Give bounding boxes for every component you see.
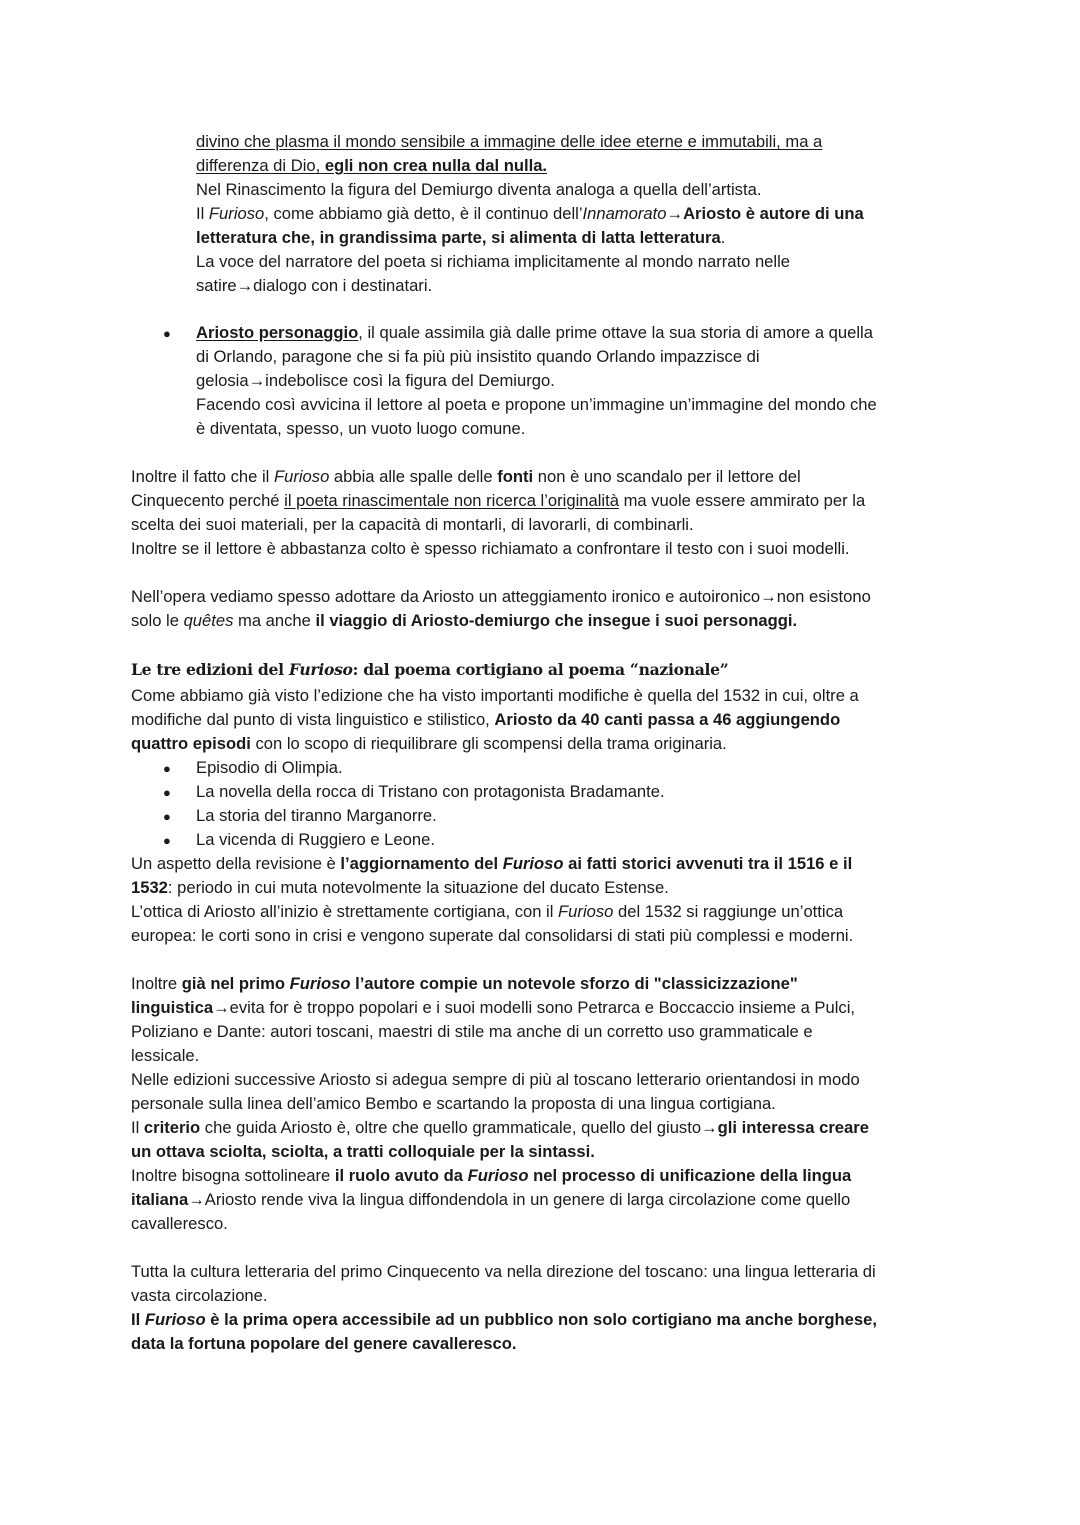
ariosto-line: di Orlando, paragone che si fa più più insistito quando Orlando impazzisce di	[196, 347, 760, 366]
ariosto-line: è diventata, spesso, un vuoto luogo comune.	[196, 419, 526, 438]
ariosto-line: Ariosto personaggio, il quale assimila già dalle prime ottave la sua storia di amore a quella	[196, 323, 873, 342]
edizioni-line: modifiche dal punto di vista linguistico e stilistico, Ariosto da 40 canti passa a 46 aggiungendo	[131, 710, 841, 729]
intro-line: letteratura che, in grandissima parte, si alimenta di latta letteratura.	[196, 228, 726, 247]
lingua-line: Il criterio che guida Ariosto è, oltre che quello grammaticale, quello del giusto→gli interessa creare	[131, 1118, 869, 1137]
edizioni-paragraph	[131, 684, 961, 756]
intro-line: La voce del narratore del poeta si richiama implicitamente al mondo narrato nelle	[196, 252, 791, 271]
intro-line: satire→dialogo con i destinatari.	[196, 276, 433, 295]
list-item: La storia del tiranno Marganorre.	[196, 806, 437, 825]
bullet-icon: ●	[163, 809, 171, 824]
fonti-line: Inoltre il fatto che il Furioso abbia alle spalle delle fonti non è uno scandalo per il lettore del	[131, 467, 801, 486]
ironia-line: Nell’opera vediamo spesso adottare da Ariosto un atteggiamento ironico e autoironico→non esistono	[131, 587, 871, 606]
lingua-line: Inoltre bisogna sottolineare il ruolo avuto da Furioso nel processo di unificazione della lingua	[131, 1166, 852, 1185]
lingua-line: lessicale.	[131, 1046, 200, 1065]
ariosto-line: gelosia→indebolisce così la figura del Demiurgo.	[196, 371, 555, 390]
ariosto-personaggio-paragraph	[196, 321, 966, 441]
fonti-line: Inoltre se il lettore è abbastanza colto è spesso richiamato a confrontare il testo con i suoi modelli.	[131, 539, 850, 558]
cultura-paragraph	[131, 1260, 961, 1356]
bullet-icon: ●	[163, 833, 171, 848]
cultura-line: Tutta la cultura letteraria del primo Cinquecento va nella direzione del toscano: una lingua letteraria di	[131, 1262, 876, 1281]
list-item: Episodio di Olimpia.	[196, 758, 343, 777]
edizioni-line: quattro episodi con lo scopo di riequilibrare gli scompensi della trama originaria.	[131, 734, 727, 753]
lingua-line: italiana→Ariosto rende viva la lingua diffondendola in un genere di larga circolazione come quello	[131, 1190, 851, 1209]
lingua-line: un ottava sciolta, sciolta, a tratti colloquiale per la sintassi.	[131, 1142, 595, 1161]
lingua-line: linguistica→evita for è troppo popolari e i suoi modelli sono Petrarca e Boccaccio insieme a Pulci,	[131, 998, 856, 1017]
revisione-line: Un aspetto della revisione è l’aggiornamento del Furioso ai fatti storici avvenuti tra il 1516 e il	[131, 854, 853, 873]
intro-paragraph	[196, 130, 966, 298]
cultura-line: vasta circolazione.	[131, 1286, 268, 1305]
cultura-line: data la fortuna popolare del genere cavalleresco.	[131, 1334, 517, 1353]
revisione-line: 1532: periodo in cui muta notevolmente la situazione del ducato Estense.	[131, 878, 669, 897]
lingua-line: personale sulla linea dell’amico Bembo e scartando la proposta di una lingua cortigiana.	[131, 1094, 776, 1113]
revisione-paragraph	[131, 852, 961, 948]
ariosto-line: Facendo così avvicina il lettore al poeta e propone un’immagine un’immagine del mondo che	[196, 395, 877, 414]
edizioni-line: Come abbiamo già visto l’edizione che ha visto importanti modifiche è quella del 1532 in cui, oltre a	[131, 686, 859, 705]
revisione-line: europea: le corti sono in crisi e vengono superate dal consolidarsi di stati più complessi e moderni.	[131, 926, 854, 945]
fonti-line: Cinquecento perché il poeta rinascimentale non ricerca l’originalità ma vuole essere ammirato per la	[131, 491, 866, 510]
bullet-icon: ●	[163, 326, 171, 341]
episodi-list	[196, 756, 966, 852]
intro-line: differenza di Dio, egli non crea nulla dal nulla.	[196, 156, 548, 175]
bullet-icon: ●	[163, 785, 171, 800]
list-item: La novella della rocca di Tristano con protagonista Bradamante.	[196, 782, 665, 801]
intro-line: divino che plasma il mondo sensibile a immagine delle idee eterne e immutabili, ma a	[196, 132, 823, 151]
section-heading: Le tre edizioni del Furioso: dal poema cortigiano al poema “nazionale”	[131, 660, 729, 679]
bullet-icon: ●	[163, 761, 171, 776]
fonti-line: scelta dei suoi materiali, per la capacità di montarli, di lavorarli, di combinarli.	[131, 515, 694, 534]
lingua-paragraph	[131, 972, 961, 1236]
intro-line: Il Furioso, come abbiamo già detto, è il continuo dell’Innamorato→Ariosto è autore di una	[196, 204, 864, 223]
lingua-line: Nelle edizioni successive Ariosto si adegua sempre di più al toscano letterario orientandosi in modo	[131, 1070, 860, 1089]
lingua-line: cavalleresco.	[131, 1214, 228, 1233]
lingua-line: Poliziano e Dante: autori toscani, maestri di stile ma anche di un corretto uso grammaticale e	[131, 1022, 813, 1041]
cultura-line: Il Furioso è la prima opera accessibile ad un pubblico non solo cortigiano ma anche borghese,	[131, 1310, 877, 1329]
fonti-paragraph	[131, 465, 961, 561]
lingua-line: Inoltre già nel primo Furioso l’autore compie un notevole sforzo di "classicizzazione"	[131, 974, 798, 993]
ironia-paragraph	[131, 585, 961, 633]
revisione-line: L’ottica di Ariosto all’inizio è strettamente cortigiana, con il Furioso del 1532 si raggiunge un’ottica	[131, 902, 844, 921]
intro-line: Nel Rinascimento la figura del Demiurgo diventa analoga a quella dell’artista.	[196, 180, 762, 199]
ironia-line: solo le quêtes ma anche il viaggio di Ariosto-demiurgo che insegue i suoi personaggi.	[131, 611, 798, 630]
list-item: La vicenda di Ruggiero e Leone.	[196, 830, 435, 849]
